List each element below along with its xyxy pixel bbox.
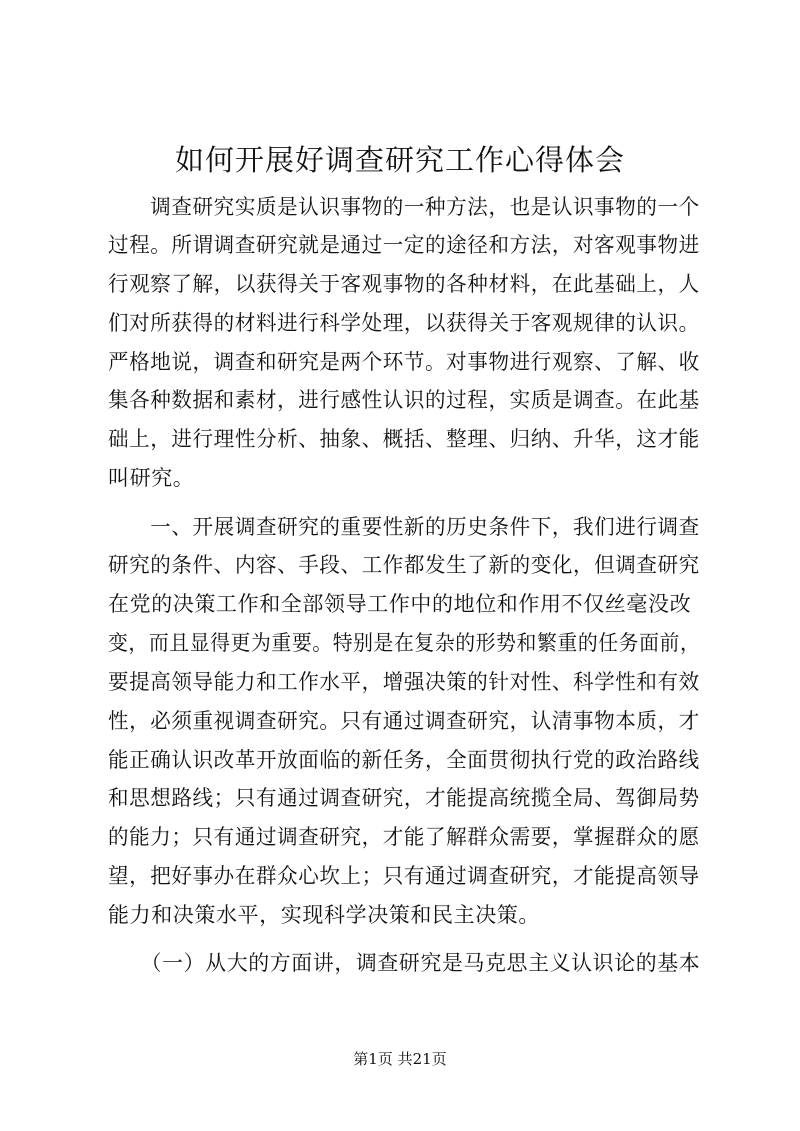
body-line: 能力和决策水平，实现科学决策和民主决策。: [108, 903, 540, 927]
body-line: 严格地说，调查和研究是两个环节。对事物进行观察、了解、收: [108, 350, 700, 374]
body-line: 能正确认识改革开放面临的新任务，全面贯彻执行党的政治路线: [108, 748, 700, 772]
body-line: 们对所获得的材料进行科学处理，以获得关于客观规律的认识。: [108, 311, 700, 335]
body-line: 和思想路线；只有通过调查研究，才能提高统揽全局、驾御局势: [108, 786, 700, 810]
body-line: 研究的条件、内容、手段、工作都发生了新的变化，但调查研究: [108, 553, 700, 577]
body-line: 础上，进行理性分析、抽象、概括、整理、归纳、升华，这才能: [108, 427, 700, 451]
body-line: 望，把好事办在群众心坎上；只有通过调查研究，才能提高领导: [108, 864, 700, 888]
page-footer: 第1页 共21页: [353, 1050, 447, 1068]
body-line: 集各种数据和素材，进行感性认识的过程，实质是调查。在此基: [108, 388, 700, 412]
body-line: 性，必须重视调查研究。只有通过调查研究，认清事物本质，才: [108, 709, 700, 733]
body-line: 过程。所谓调查研究就是通过一定的途径和方法，对客观事物进: [108, 233, 700, 257]
body-line: 要提高领导能力和工作水平，增强决策的针对性、科学性和有效: [108, 670, 700, 694]
body-line: 一、开展调查研究的重要性新的历史条件下，我们进行调查: [108, 515, 700, 539]
document-title: 如何开展好调查研究工作心得体会: [174, 143, 625, 177]
body-line: 叫研究。: [108, 466, 195, 490]
body-line: 的能力；只有通过调查研究，才能了解群众需要，掌握群众的愿: [108, 825, 700, 849]
body-line: 调查研究实质是认识事物的一种方法，也是认识事物的一个: [108, 195, 700, 219]
body-line: 变，而且显得更为重要。特别是在复杂的形势和繁重的任务面前，: [108, 631, 701, 655]
body-line: 在党的决策工作和全部领导工作中的地位和作用不仅丝毫没改: [108, 592, 692, 616]
body-line: 行观察了解，以获得关于客观事物的各种材料，在此基础上，人: [108, 272, 700, 296]
body-line: （一）从大的方面讲，调查研究是马克思主义认识论的基本: [108, 951, 701, 975]
